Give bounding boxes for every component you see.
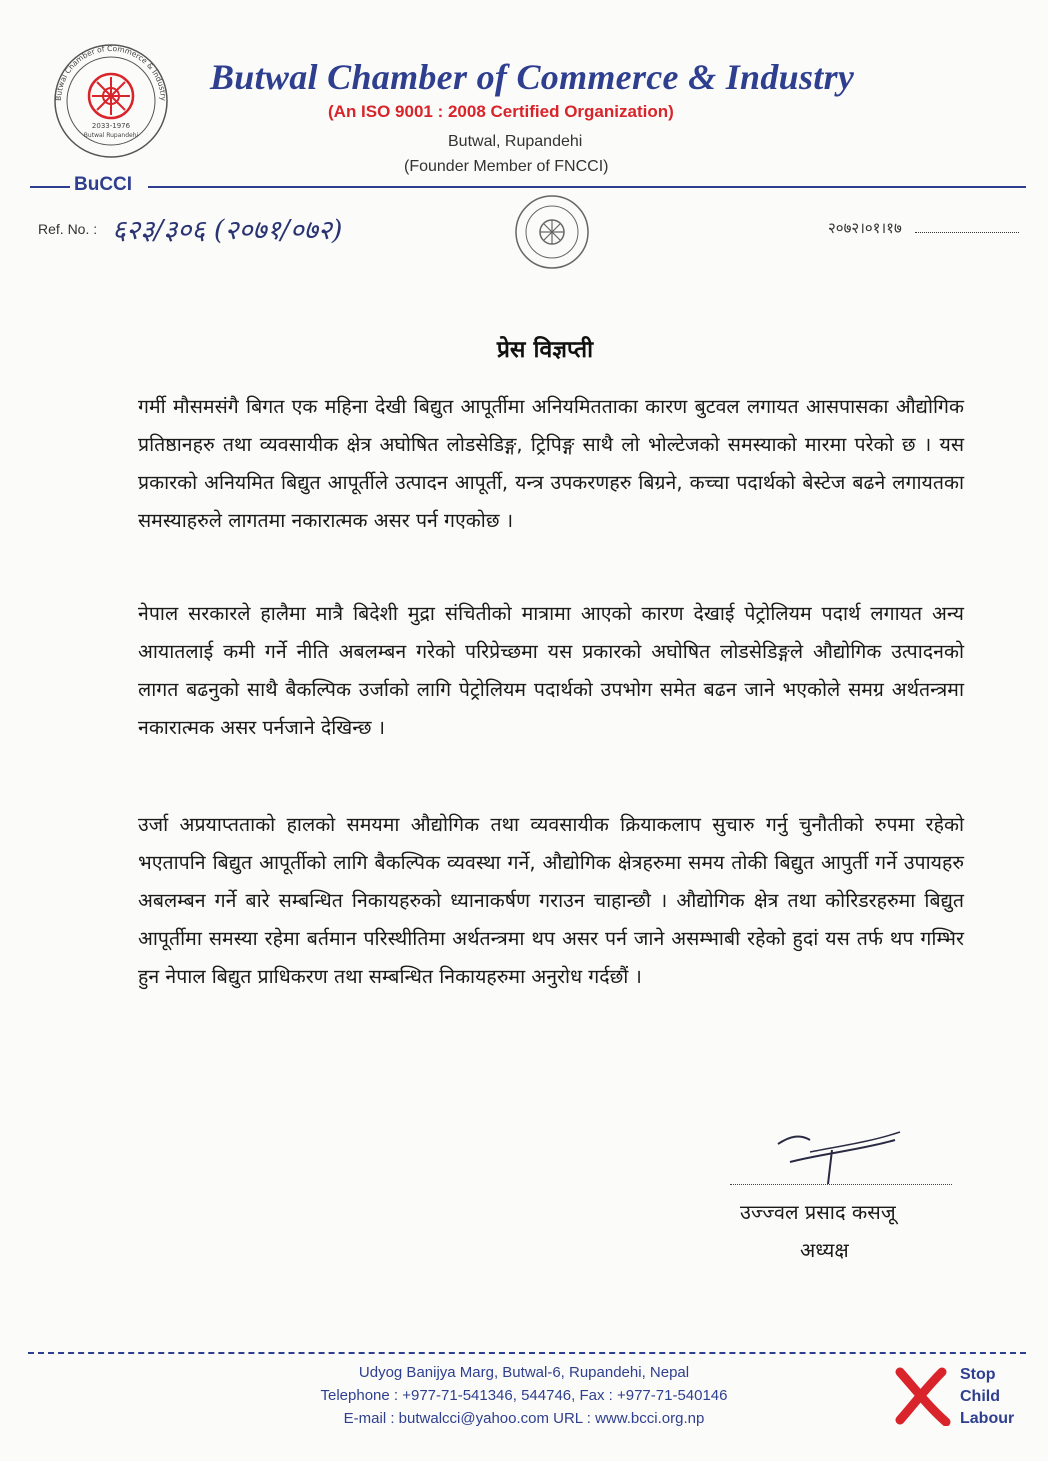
labour-word: Labour [960, 1410, 1015, 1427]
child-word: Child [960, 1388, 1000, 1405]
founder-member-line: (Founder Member of FNCCI) [404, 158, 609, 175]
ref-number: ६२३/३०६ (२०७१/०७२) [112, 215, 343, 246]
org-name: Butwal Chamber of Commerce & Industry [210, 57, 855, 97]
header-rule-right [148, 186, 1026, 188]
stop-child-labour-badge [960, 1364, 1014, 1430]
letter-date: २०७२।०१।१७ [828, 219, 902, 237]
press-release-heading: प्रेस विज्ञप्ती [496, 337, 594, 363]
iso-certification: (An ISO 9001 : 2008 Certified Organization) [328, 102, 674, 121]
footer-phone: Telephone : +977-71-541346, 544746, Fax : +977-71-540146 [320, 1387, 728, 1404]
org-abbreviation: BuCCI [70, 174, 136, 196]
paragraph-1: गर्मी मौसमसंगै बिगत एक महिना देखी बिद्युत आपूर्तीमा अनियमितताका कारण बुटवल लगायत आसपासका औद्योगिक प्रतिष्ठानहरु तथा व्यवसायीक क्षेत्र अघोषित लोडसेडिङ्ग, ट्रिपिङ्ग साथै लो भोल्टेजको समस्याको मारमा परेको छ । यस प्रकारको अनियमित बिद्युत आपूर्तीले उत्पादन आपूर्ती, यन्त्र उपकरणहरु बिग्रने, कच्चा पदार्थको बेस्टेज बढने लगायतका समस्याहरुले लागतमा नकारात्मक असर पर्न गएकोछ । [138, 395, 964, 532]
footer-rule [28, 1352, 1026, 1354]
signatory-name: उज्ज्वल प्रसाद कसजू [740, 1200, 896, 1224]
org-location: Butwal, Rupandehi [448, 133, 583, 150]
header-rule-left [30, 186, 70, 188]
paragraph-3: उर्जा अप्रयाप्तताको हालको समयमा औद्योगिक तथा व्यवसायीक क्रियाकलाप सुचारु गर्नु चुनौतीको रुपमा रहेको भएतापनि बिद्युत आपूर्तीको लागि बैकल्पिक व्यवस्था गर्ने, औद्योगिक क्षेत्रहरुमा समय तोकी बिद्युत आपुर्ती गर्ने उपायहरु अबलम्बन गर्ने बारे सम्बन्धित निकायहरुको ध्यानाकर्षण गराउन चाहान्छौ । औद्योगिक क्षेत्र तथा कोरिडरहरुमा बिद्युत आपूर्तीमा समस्या रहेमा बर्तमान परिस्थीतिमा अर्थतन्त्रमा थप असर पर्न जाने असम्भाबी रहेको हुदां यस तर्फ थप गम्भिर हुन नेपाल बिद्युत प्राधिकरण तथा सम्बन्धित निकायहरुमा अनुरोध गर्दछौं । [138, 813, 964, 988]
chamber-logo [52, 42, 170, 160]
stop-word: Stop [960, 1366, 996, 1383]
signature-dotted-line [730, 1184, 952, 1185]
signatory-title: अध्यक्ष [800, 1238, 849, 1262]
paragraph-2: नेपाल सरकारले हालैमा मात्रै बिदेशी मुद्रा संचितीको मात्रामा आएको कारण देखाई पेट्रोलियम पदार्थ लगायत अन्य आयातलाई कमी गर्ने नीति अबलम्बन गरेको परिप्रेच्छमा यस प्रकारको अघोषित लोडसेडिङ्गले औद्योगिक उत्पादनको लागत बढनुको साथै बैकल्पिक उर्जाको लागि पेट्रोलियम पदार्थको उपभोग समेत बढन जाने भएकोले समग्र अर्थतन्त्रमा नकारात्मक असर पर्नजाने देखिन्छ । [138, 602, 964, 739]
seal-stamp [508, 192, 596, 272]
date-dotted-line [915, 232, 1019, 233]
ref-label: Ref. No. : [38, 221, 98, 237]
stop-x-icon [892, 1366, 952, 1426]
footer-email-url: E-mail : butwalcci@yahoo.com URL : www.bcci.org.np [343, 1410, 705, 1427]
logo-place-text: Butwal Rupandehi [83, 132, 139, 139]
logo-year-text: 2033-1976 [91, 122, 131, 130]
footer-address: Udyog Banijya Marg, Butwal-6, Rupandehi, Nepal [358, 1364, 690, 1381]
handwritten-signature [770, 1122, 910, 1192]
logo-ring-text: Butwal Chamber of Commerce & Industry [53, 43, 169, 102]
